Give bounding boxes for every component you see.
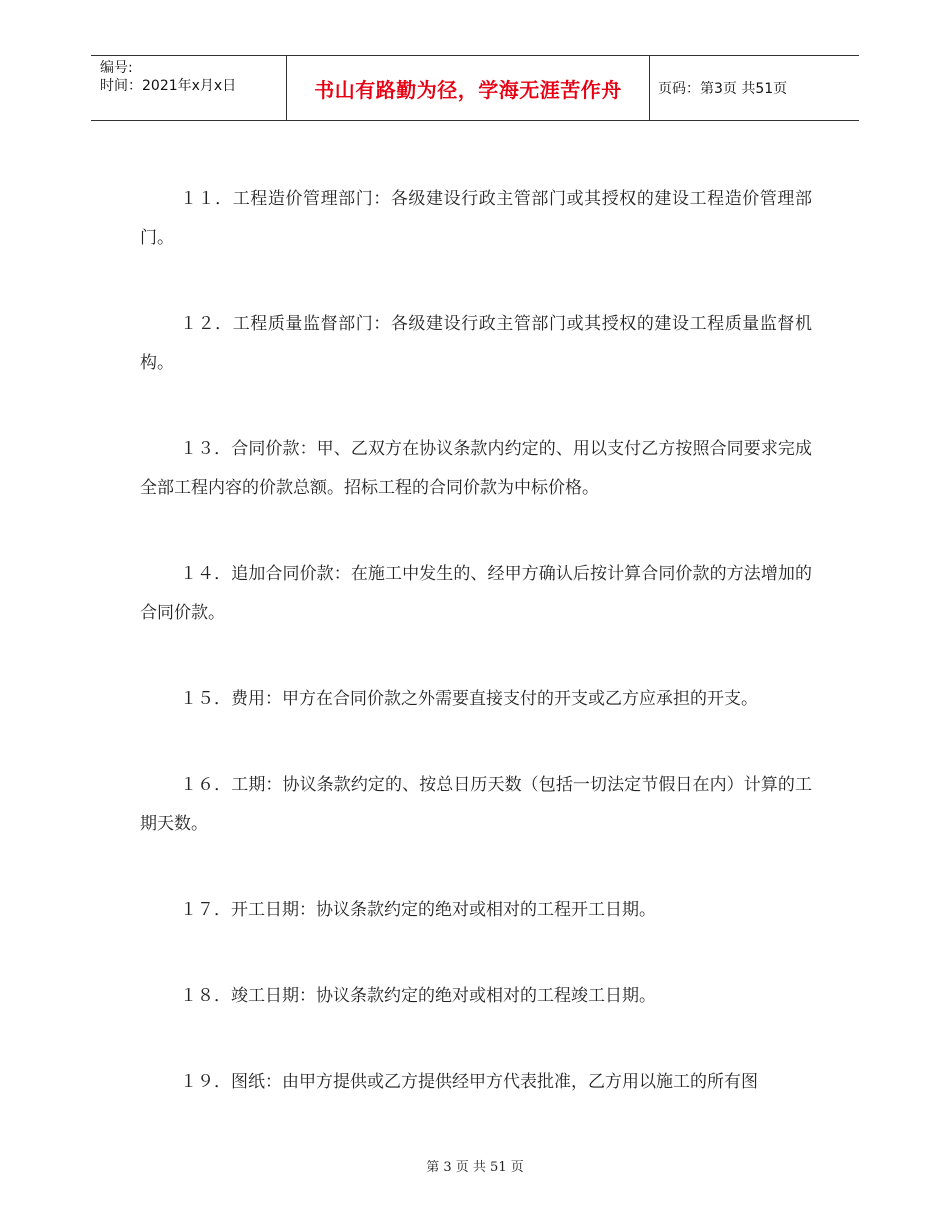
header-page-info: 页码：第3页 共51页 bbox=[658, 81, 788, 97]
clause-17: １７．开工日期：协议条款约定的绝对或相对的工程开工日期。 bbox=[180, 900, 656, 920]
motto-cell bbox=[287, 56, 650, 120]
clause-18: １８．竣工日期：协议条款约定的绝对或相对的工程竣工日期。 bbox=[180, 986, 656, 1006]
page-info-cell bbox=[650, 56, 859, 120]
clause-16: １６．工期：协议条款约定的、按总日历天数（包括一切法定节假日在内）计算的工期天数。 bbox=[140, 775, 812, 834]
header-motto: 书山有路勤为径，学海无涯苦作舟 bbox=[314, 77, 622, 102]
clause-15: １５．费用：甲方在合同价款之外需要直接支付的开支或乙方应承担的开支。 bbox=[180, 689, 758, 709]
document-body bbox=[140, 180, 812, 1149]
clause-11: １１．工程造价管理部门：各级建设行政主管部门或其授权的建设工程造价管理部门。 bbox=[140, 189, 812, 248]
header-meta bbox=[91, 56, 287, 120]
serial-label: 编号: bbox=[100, 60, 133, 76]
clause-19: １９．图纸：由甲方提供或乙方提供经甲方代表批准，乙方用以施工的所有图 bbox=[180, 1072, 758, 1092]
clause-13: １３．合同价款：甲、乙双方在协议条款内约定的、用以支付乙方按照合同要求完成全部工程内容的价款总额。招标工程的合同价款为中标价格。 bbox=[140, 439, 812, 498]
page-footer: 第 3 页 共 51 页 bbox=[426, 1160, 524, 1175]
time-label: 时间：2021年x月x日 bbox=[100, 78, 237, 94]
clause-12: １２．工程质量监督部门：各级建设行政主管部门或其授权的建设工程质量监督机构。 bbox=[140, 314, 812, 373]
clause-14: １４．追加合同价款：在施工中发生的、经甲方确认后按计算合同价款的方法增加的合同价款。 bbox=[140, 564, 812, 623]
page-header bbox=[91, 55, 859, 121]
